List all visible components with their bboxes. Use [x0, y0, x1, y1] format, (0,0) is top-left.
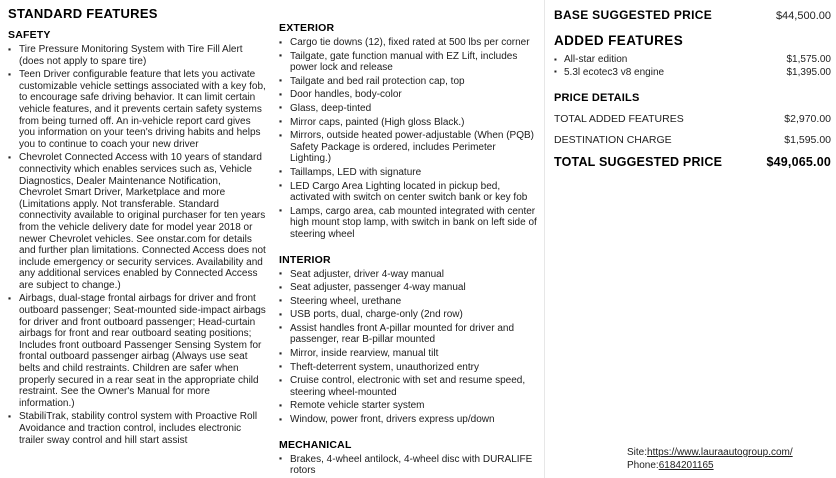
section-safety [8, 29, 266, 446]
section-mechanical [279, 439, 537, 477]
interior-feature-list [279, 269, 537, 426]
total-price-value: $49,065.00 [766, 155, 831, 169]
section-heading-exterior: EXTERIOR [279, 22, 335, 34]
section-heading-mechanical: MECHANICAL [279, 438, 352, 451]
feature-item: ▪ Taillamps, LED with signature [279, 167, 537, 179]
feature-item: ▪ Seat adjuster, passenger 4-way manual [279, 282, 537, 294]
page-title: STANDARD FEATURES [8, 6, 158, 21]
feature-item: ▪ Tire Pressure Monitoring System with Tire Fill Alert (does not apply to spare tire) [8, 44, 266, 67]
feature-item: ▪ Door handles, body-color [279, 89, 537, 101]
total-price-row [554, 155, 831, 169]
total-price-label: TOTAL SUGGESTED PRICE [554, 155, 723, 169]
price-detail-label: DESTINATION CHARGE [554, 134, 672, 146]
price-detail-row [554, 134, 831, 146]
added-feature-label: ▪ All-star edition [554, 54, 627, 66]
added-features-heading: ADDED FEATURES [554, 33, 684, 48]
feature-item: ▪ Window, power front, drivers express up/down [279, 414, 537, 426]
mechanical-feature-list [279, 454, 537, 477]
safety-feature-list [8, 44, 266, 446]
added-feature-value: $1,575.00 [786, 54, 831, 65]
feature-item: ▪ Steering wheel, urethane [279, 296, 537, 308]
feature-item: ▪ Seat adjuster, driver 4-way manual [279, 269, 537, 281]
feature-item: ▪ StabiliTrak, stability control system with Proactive Roll Avoidance and traction control, includes electronic trailer sway control and hill start assist [8, 411, 266, 446]
section-heading-interior: INTERIOR [279, 253, 331, 266]
feature-item: ▪ Theft-deterrent system, unauthorized entry [279, 362, 537, 374]
feature-item: ▪ Airbags, dual-stage frontal airbags for driver and front outboard passenger; Seat-mounted side-impact airbags for driver and front outboard passenger; Head-curtain airbags for front and rear outboard seating positions; Includes front outboard Passenger Sensing System for frontal outboard passenger airbag (Always use seat belts and child restraints. Children are safer when properly secured in a rear seat in the appropriate child restraint. See the Owner's Manual for more information.) [8, 293, 266, 409]
base-price-label: BASE SUGGESTED PRICE [554, 8, 713, 22]
feature-item: ▪ Teen Driver configurable feature that lets you activate customizable vehicle settings associated with a key fob, to encourage safe driving behavior. It can limit certain vehicle features, and it prevents certain safety systems from being turned off. An in-vehicle report card gives you information on your teen's driving habits and helps you to continue to coach your new driver [8, 69, 266, 150]
added-feature-value: $1,395.00 [786, 66, 831, 78]
feature-item: ▪ USB ports, dual, charge-only (2nd row) [279, 309, 537, 321]
site-line [627, 446, 793, 459]
added-features-list [554, 54, 831, 78]
added-feature-label: ▪ 5.3l ecotec3 v8 engine [554, 67, 664, 79]
dealer-contact [627, 446, 793, 472]
feature-item: ▪ Tailgate, gate function manual with EZ Lift, includes power lock and release [279, 51, 537, 74]
price-detail-row [554, 113, 831, 125]
phone-line [627, 459, 793, 472]
feature-item: ▪ Cruise control, electronic with set and resume speed, steering wheel-mounted [279, 375, 537, 398]
price-detail-value: $1,595.00 [784, 134, 831, 146]
added-feature-row [554, 54, 831, 66]
feature-item: ▪ LED Cargo Area Lighting located in pickup bed, activated with switch on center switch bank or key fob [279, 181, 537, 204]
phone-link[interactable]: 6184201165 [658, 460, 714, 471]
feature-item: ▪ Mirrors, outside heated power-adjustable (When (PQB) Safety Package is ordered, includes Perimeter Lighting.) [279, 130, 537, 165]
added-feature-row [554, 67, 831, 79]
exterior-feature-list [279, 37, 537, 241]
base-price-row [554, 8, 831, 22]
feature-item: ▪ Mirror caps, painted (High gloss Black.) [279, 117, 537, 129]
feature-item: ▪ Mirror, inside rearview, manual tilt [279, 348, 537, 360]
site-link[interactable]: https://www.lauraautogroup.com/ [647, 447, 793, 458]
feature-item: ▪ Remote vehicle starter system [279, 400, 537, 412]
price-details-rows [554, 113, 831, 146]
feature-item: ▪ Lamps, cargo area, cab mounted integrated with center high mount stop lamp, with switch in bank on left side of steering wheel [279, 206, 537, 241]
section-interior [279, 254, 537, 426]
phone-label: Phone: [627, 460, 659, 471]
features-column-left [8, 6, 266, 459]
feature-item: ▪ Chevrolet Connected Access with 10 years of standard connectivity which enables services such as, Vehicle Diagnostics, Dealer Maintenance Notification, Chevrolet Smart Driver, Marketplace and more (Limitations apply. Not transferable. Standard connectivity available to original purchaser for ten years from the vehicle delivery date for model year 2018 or newer Chevrolet vehicles. See onstar.com for details and further plan limitations. Connected Access does not include emergency or security services. Availability and any additional services enabled by Connected Access are subject to change.) [8, 152, 266, 291]
base-price-value: $44,500.00 [775, 10, 831, 22]
section-heading-safety: SAFETY [8, 29, 51, 41]
features-column-middle [279, 22, 537, 478]
feature-item: ▪ Glass, deep-tinted [279, 103, 537, 115]
feature-item: ▪ Assist handles front A-pillar mounted for driver and passenger, rear B-pillar mounted [279, 323, 537, 346]
price-details-heading: PRICE DETAILS [554, 92, 640, 104]
feature-item: ▪ Brakes, 4-wheel antilock, 4-wheel disc with DURALIFE rotors [279, 454, 537, 477]
feature-item: ▪ Cargo tie downs (12), fixed rated at 500 lbs per corner [279, 37, 537, 49]
pricing-panel [544, 0, 836, 478]
section-exterior [279, 22, 537, 241]
site-label: Site: [627, 447, 648, 458]
price-detail-label: TOTAL ADDED FEATURES [554, 113, 684, 125]
feature-item: ▪ Tailgate and bed rail protection cap, top [279, 76, 537, 88]
price-detail-value: $2,970.00 [784, 113, 831, 125]
